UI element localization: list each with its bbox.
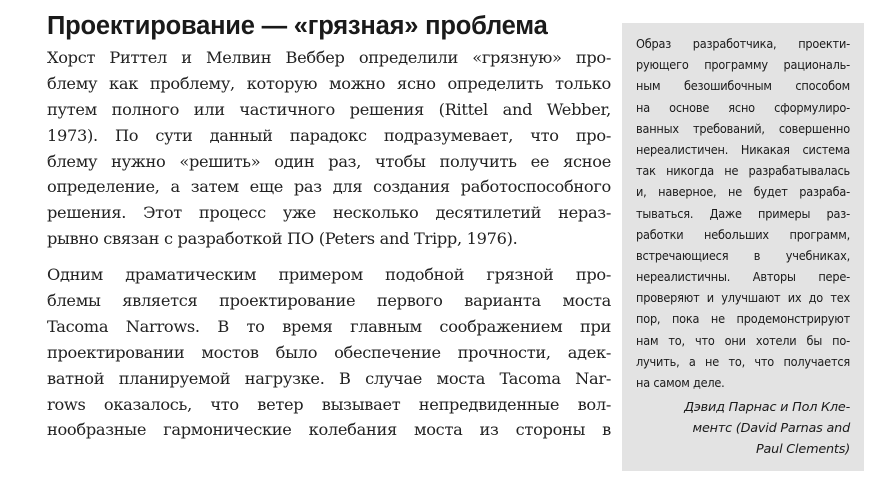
text-line: проектировании мостов было обеспечение прочности, адек- (47, 342, 611, 362)
attribution-line: Paul Clements) (756, 442, 850, 458)
quote-line: Образ разработчика, проекти- (636, 36, 850, 51)
text-line: блемы является проектирование первого варианта моста (47, 291, 611, 311)
main-text (47, 45, 611, 443)
text-line: Одним драматическим примером подобной грязной про- (47, 265, 611, 285)
quote-line: работки небольших программ, (636, 226, 850, 242)
attribution-line: Дэвид Парнас и Пол Кле- (684, 400, 850, 416)
quote-line: тываться. Даже примеры раз- (636, 205, 850, 221)
quote-line: пор, пока не продемонстрируют (636, 311, 850, 327)
text-line: ватной планируемой нагрузке. В случае моста Tacoma Nar- (47, 368, 611, 388)
text-line: блему как проблему, которую можно ясно определить только (47, 73, 611, 93)
text-line: блему нужно «решить» один раз, чтобы получить ее ясное (47, 151, 611, 171)
quote-line: ванных требований, совершенно (636, 120, 850, 136)
quote-line: нам то, что они хотели бы по- (636, 332, 850, 348)
text-line: определение, а затем еще раз для создания работоспособного (47, 177, 611, 197)
text-line: путем полного или частичного решения (Rittel and Webber, (47, 99, 611, 119)
text-line: Tacoma Narrows. В то время главным соображением при (47, 316, 611, 336)
paragraph-1 (47, 45, 611, 252)
text-line: rows оказалось, что ветер вызывает непредвиденные вол- (47, 394, 611, 414)
quote-line: встречающиеся в учебниках, (636, 247, 850, 263)
quote-line: так никогда не разрабатывалась (636, 163, 850, 179)
quote-line: рующего программу рациональ- (636, 57, 850, 73)
paragraph-spacer (47, 252, 611, 262)
sidebar-quote (636, 33, 850, 393)
text-line: решения. Этот процесс уже несколько десятилетий нераз- (47, 203, 611, 223)
paragraph-2 (47, 262, 611, 443)
quote-line: проверяют и улучшают их до тех (636, 290, 850, 306)
quote-attribution (636, 397, 850, 460)
text-line: Хорст Риттел и Мелвин Веббер определили «грязную» про- (47, 48, 611, 67)
quote-line: лучить, а не то, что получается (636, 353, 850, 369)
quote-line: на основе ясно сформулиро- (636, 99, 850, 115)
text-line: 1973). По сути данный парадокс подразумевает, что про- (47, 125, 611, 145)
quote-line: нереалистичен. Никакая система (636, 141, 850, 157)
quote-line: ным безошибочным способом (636, 78, 850, 94)
quote-line: нереалистичны. Авторы пере- (636, 269, 850, 285)
sidebar-quote-box (622, 23, 864, 471)
quote-line: и, наверное, не будет разраба- (636, 184, 850, 200)
text-line: нообразные гармонические колебания моста из стороны в (47, 420, 611, 440)
quote-line: на самом деле. (636, 375, 725, 390)
text-line: рывно связан с разработкой ПО (Peters and Tripp, 1976). (47, 229, 518, 249)
section-heading: Проектирование — «грязная» проблема (47, 12, 548, 40)
attribution-line: ментс (David Parnas and (692, 421, 850, 437)
